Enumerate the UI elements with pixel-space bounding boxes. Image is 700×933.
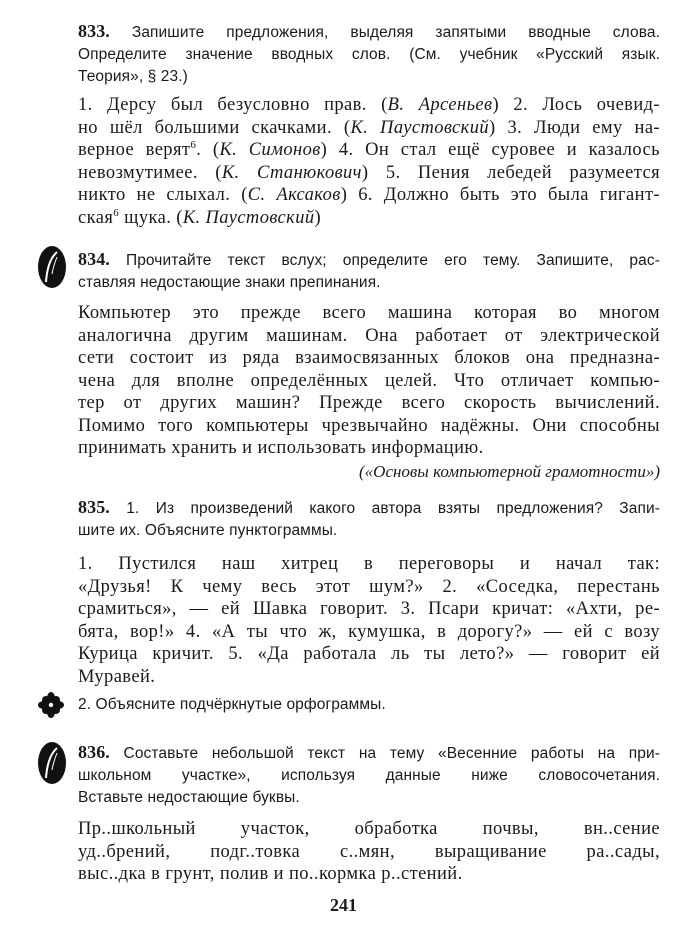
instruction-line: Вставьте недостающие буквы.	[78, 789, 300, 806]
task-833-instruction	[78, 20, 660, 88]
text-line: бята, вор!» 4. «А ты что ж, кумушка, в дорогу?» — ей с возу	[78, 621, 660, 642]
text-line: Муравей.	[78, 666, 156, 687]
text-line: но шёл большими скачками. (К. Паустовский) 3. Люди ему на-	[78, 117, 660, 138]
instruction-line: шите их. Объясните пунктограммы.	[78, 522, 338, 539]
text-line: принимать хранить и использовать информацию.	[78, 438, 484, 458]
text-line: 1. Пустился наш хитрец в переговоры и начал так:	[78, 554, 660, 574]
task-836-instruction	[78, 741, 660, 809]
task-number: 833.	[78, 21, 110, 41]
text-line: сети состоит из ряда взаимосвязанных блоков она предназна-	[78, 348, 660, 368]
instruction-line: Определите значение вводных слов. (См. учебник «Русский язык.	[78, 46, 660, 63]
text-line: Помимо того компьютеры чрезвычайно надёжны. Они способны	[78, 415, 660, 436]
text-line: срамиться», — ей Шавка говорит. 3. Псари кричат: «Ахти, ре-	[78, 599, 660, 619]
footnote-mark: 6	[190, 138, 197, 151]
text-line: Курица кричит. 5. «Да работала ль ты лето?» — говорит ей	[78, 644, 660, 664]
text-line: тер от других машин? Прежде всего скорость вычислений.	[78, 393, 660, 413]
task-number: 835.	[78, 497, 110, 517]
text-line: аналогична другим машинам. Она работает от электрической	[78, 325, 660, 346]
text-line: ская$^6$ щука. (К. Паустовский)	[78, 206, 322, 228]
text-line: 1. Дерсу был безусловно прав. (В. Арсеньев) 2. Лось очевид-	[78, 95, 660, 115]
text-line: Пр..школьный участок, обработка почвы, вн..сение	[78, 819, 660, 839]
text-line: выс..дка в грунт, полив и по..кормка р..стений.	[78, 864, 463, 884]
text-line: верное верят$^6$. (К. Симонов) 4. Он стал ещё суровее и казалось	[78, 138, 660, 160]
task-number: 836.	[78, 742, 110, 762]
text-line: невозмутимее. (К. Станюкович) 5. Пения лебедей разумеется	[78, 162, 661, 183]
instruction-line: 835. 1. Из произведений какого автора взяты предложения? Запи-	[78, 497, 660, 517]
instruction-line: ставляя недостающие знаки препинания.	[78, 274, 381, 291]
text-source: («Основы компьютерной грамотности»)	[359, 462, 660, 481]
instruction-line: Теория», § 23.)	[78, 68, 188, 85]
text-line: Компьютер это прежде всего машина которая во многом	[78, 303, 660, 323]
footnote-mark: 6	[113, 206, 120, 219]
task-834-text	[78, 302, 660, 460]
asterisk-flower-icon	[38, 692, 64, 718]
quill-pen-icon	[36, 740, 68, 786]
page-number: 241	[330, 895, 357, 915]
text-line: «Друзья! К чему весь этот шум?» 2. «Соседка, перестань	[78, 576, 660, 597]
task-836-text	[78, 818, 660, 886]
task-833-text	[78, 94, 660, 229]
instruction-line: 833. Запишите предложения, выделяя запятыми вводные слова.	[78, 21, 660, 41]
instruction-line: 836. Составьте небольшой текст на тему «Весенние работы на при-	[78, 742, 660, 762]
instruction-line: школьном участке», используя данные ниже словосочетания.	[78, 767, 660, 784]
text-line: никто не слыхал. (С. Аксаков) 6. Должно быть это была гигант-	[78, 185, 660, 205]
task-835-instruction	[78, 496, 660, 542]
text-line: уд..брений, подг..товка с..мян, выращивание ра..сады,	[78, 841, 660, 862]
quill-pen-icon	[36, 244, 68, 290]
task-834-instruction	[78, 248, 660, 294]
task-number: 834.	[78, 249, 110, 269]
task-835-text	[78, 553, 660, 688]
task-835-subtask: 2. Объясните подчёркнутые орфограммы.	[78, 696, 386, 713]
text-line: чена для вполне определённых целей. Что отличает компью-	[78, 370, 660, 391]
instruction-line: 834. Прочитайте текст вслух; определите его тему. Запишите, рас-	[78, 249, 660, 269]
